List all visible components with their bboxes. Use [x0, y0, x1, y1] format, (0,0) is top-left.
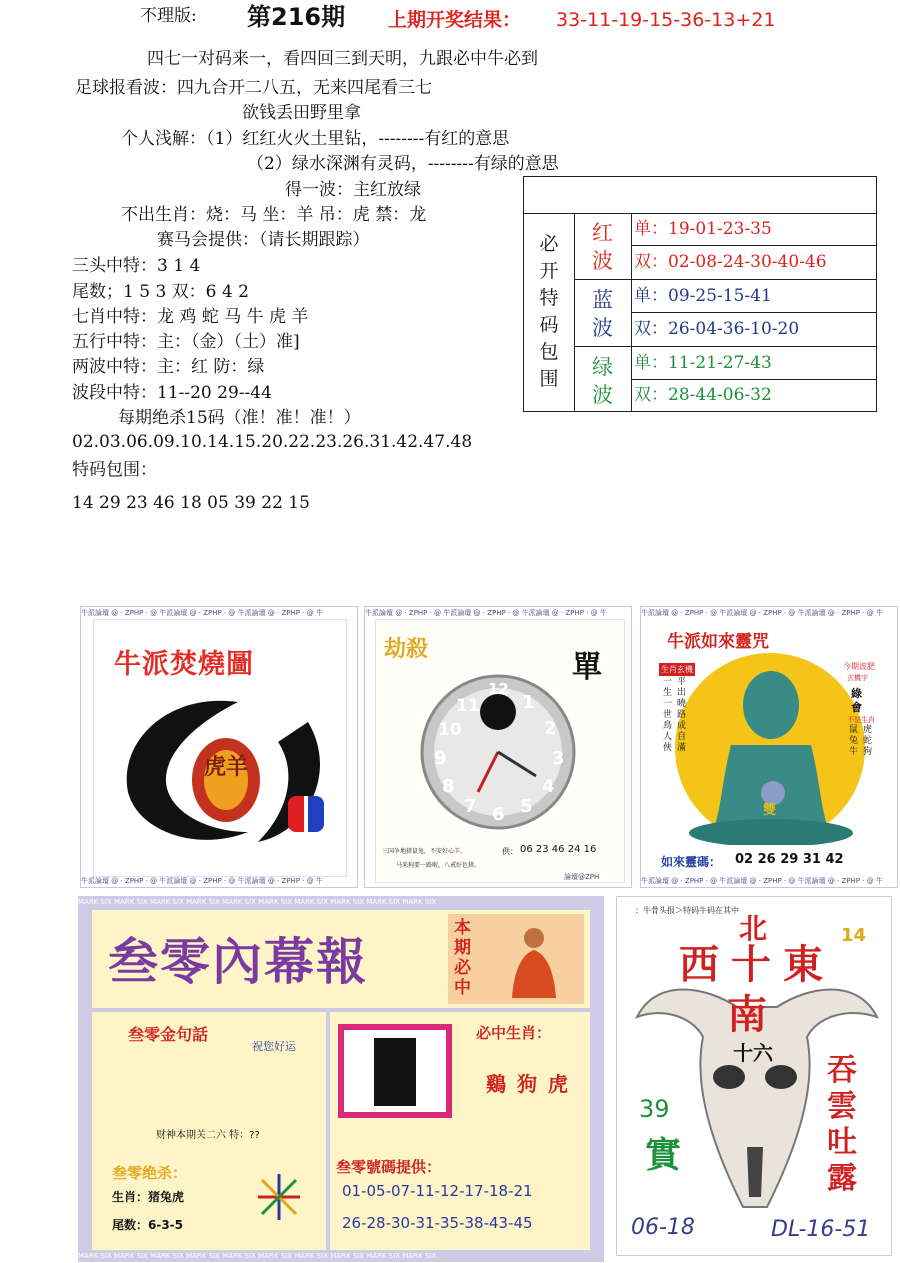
panel2-border-top: 牛派論壇 @ · ZPHP · @ 牛派論壇 @ · ZPHP · @ 牛派論壇 @ · ZPHP · @ 牛	[365, 609, 607, 617]
skull-south: 南	[727, 991, 767, 1038]
sage-figure	[492, 920, 576, 1000]
group-name-red	[574, 213, 632, 279]
kill-title: 每期绝杀15码（准！准！准！）	[118, 408, 361, 428]
clock-number-9: 9	[434, 748, 447, 769]
god-line: 财神本期关二六 特：??	[156, 1130, 260, 1141]
panel1-border-bottom: 牛派論壇 @ · ZPHP · @ 牛派論壇 @ · ZPHP · @ 牛派論壇 @ · ZPHP · @ 牛	[81, 877, 323, 885]
skull-num-14: 14	[841, 925, 867, 946]
panel4-title: 叁零內幕報	[108, 933, 368, 991]
red-single-row: 单：19-01-23-35	[632, 213, 876, 246]
table-title: 必开特码包围	[539, 233, 559, 390]
header-label: 不理版:	[140, 6, 197, 26]
panel4-border-top: MARK SIX MARK SIX MARK SIX MARK SIX MARK SIX MARK SIX MARK SIX MARK SIX MARK SIX MARK SIX	[78, 898, 437, 906]
secret-title: 叁零绝杀：	[112, 1164, 188, 1182]
red-double-row: 双：02-08-24-30-40-46	[634, 252, 827, 272]
table-group-blue	[574, 280, 876, 347]
panel2-caption-2: 马来狗要一路啦，八戒好色猪。	[396, 862, 481, 869]
panel2-title: 劫殺	[384, 636, 429, 662]
right-box-zodiac-1: 鼠兔牛	[849, 725, 859, 757]
skull-real: 實	[645, 1134, 682, 1176]
red-blue-disc	[288, 796, 324, 832]
two-wave-line: 两波中特：主：红 防：绿	[72, 357, 265, 377]
panel3-title: 牛派如來靈咒	[667, 632, 769, 652]
poem-title: 叁零金句話	[128, 1025, 209, 1044]
right-box-sub: 玄機字	[847, 674, 868, 682]
panel3-numbers: 02 26 29 31 42	[735, 852, 844, 867]
zodiac-line: 生肖：猪兔虎	[112, 1190, 185, 1204]
kill-numbers: 02.03.06.09.10.14.15.20.22.23.26.31.42.47.48	[72, 432, 473, 452]
panel3-border-top: 牛派論壇 @ · ZPHP · @ 牛派論壇 @ · ZPHP · @ 牛派論壇 @ · ZPHP · @ 牛	[641, 609, 883, 617]
panel-clock	[364, 606, 632, 888]
panel-insider-report	[78, 896, 604, 1262]
tail-numbers-line: 尾数：6-3-5	[112, 1218, 184, 1232]
star-symbol	[256, 1172, 302, 1222]
group-name-blue	[574, 280, 632, 346]
must-zodiac-label: 必中生肖：	[476, 1024, 552, 1042]
panel-buddha	[640, 606, 898, 888]
panel1-border-top: 牛派論壇 @ · ZPHP · @ 牛派論壇 @ · ZPHP · @ 牛派論壇 @ · ZPHP · @ 牛	[81, 609, 323, 617]
right-box-title: 今期波肥	[843, 662, 875, 671]
skull-east: 東	[783, 941, 823, 988]
table-header-blank	[524, 177, 876, 214]
clock-number-7: 7	[464, 796, 477, 817]
panel4-right-section	[330, 1012, 590, 1250]
right-box-char: 綠	[851, 687, 862, 700]
panel2-inner	[375, 619, 625, 883]
numbers-row-2: 26-28-30-31-35-38-43-45	[342, 1214, 533, 1232]
table-group-red	[574, 213, 876, 280]
right-box-char-2: 會	[851, 701, 862, 714]
panel3-border-bottom: 牛派論壇 @ · ZPHP · @ 牛派論壇 @ · ZPHP · @ 牛派論壇 @ · ZPHP · @ 牛	[641, 877, 883, 885]
left-box-line-1: 一生一世鳥人俠	[663, 677, 673, 753]
panel4-left-section	[92, 1012, 326, 1250]
skull-bottom-right: DL-16-51	[771, 1217, 871, 1242]
belly-char: 雙	[763, 803, 777, 818]
panel2-numbers-label: 供：	[502, 847, 518, 856]
must-zodiac: 鷄 狗 虎	[486, 1072, 570, 1096]
clock-number-2: 2	[544, 718, 557, 739]
skull-caption: ：牛骨头报＞特码牛码在其中	[635, 906, 739, 915]
last-result-value: 33-11-19-15-36-13+21	[556, 9, 776, 31]
special-label: 特码包围：	[72, 460, 157, 480]
poem-line-3: 欲钱丢田野里拿	[242, 103, 361, 123]
panel-ox-skull	[616, 896, 892, 1256]
panel2-single: 單	[572, 650, 602, 685]
special-code-table	[523, 176, 877, 412]
clock-number-5: 5	[520, 796, 533, 817]
left-box-title: 生肖玄機	[661, 665, 693, 674]
left-box-line-2: 平出曉路成自滿	[677, 677, 687, 753]
must-label: 本期必中	[454, 918, 471, 998]
last-result-label: 上期开奖结果：	[388, 9, 522, 31]
numbers-title: 叁零號碼提供：	[336, 1158, 442, 1176]
skull-num-39: 39	[639, 1095, 670, 1123]
clock-number-3: 3	[552, 748, 565, 769]
green-double-row: 双：28-44-06-32	[634, 385, 772, 405]
skull-sixteen: 十六	[733, 1041, 773, 1065]
panel3-numbers-label: 如來靈碼：	[661, 855, 722, 869]
numbers-row-1: 01-05-07-11-12-17-18-21	[342, 1182, 533, 1200]
tail-line: 尾数；1 5 3 双：6 4 2	[72, 282, 249, 302]
panel2-numbers: 06 23 46 24 16	[520, 844, 597, 855]
clock-number-1: 1	[522, 692, 535, 713]
table-group-green	[574, 347, 876, 411]
photo-frame	[338, 1024, 452, 1118]
blue-single-row: 单：09-25-15-41	[632, 280, 876, 313]
poem-line-8: 赛马会提供：（请长期跟踪）	[157, 230, 370, 250]
panel-burn-chart	[80, 606, 358, 888]
must-label-box	[448, 914, 584, 1004]
group-green-label: 绿波	[592, 355, 613, 407]
panel1-title: 牛派焚燒圖	[114, 649, 254, 680]
poem-line-2: 足球报看波：四九合开二八五，无来四尾看三七	[75, 78, 432, 98]
poem-line-5: （2）绿水深渊有灵码，--------有绿的意思	[247, 154, 559, 174]
group-red-label: 红波	[592, 221, 613, 273]
three-head-line: 三头中特：3 1 4	[72, 256, 201, 276]
special-numbers: 14 29 23 46 18 05 39 22 15	[72, 493, 310, 513]
issue-number: 第216期	[247, 3, 346, 31]
panel1-inner	[93, 619, 347, 877]
poem-line-6: 得一波：主红放绿	[285, 180, 421, 200]
clock-number-10: 10	[438, 720, 462, 740]
panel4-top-section	[92, 910, 590, 1008]
panel3-inner	[651, 619, 887, 875]
skull-phrase: 吞雲吐露	[827, 1053, 857, 1196]
clock-number-4: 4	[542, 776, 555, 797]
wave-segment-line: 波段中特：11--20 29--44	[72, 383, 272, 403]
group-name-green	[574, 347, 632, 411]
poem-line-7: 不出生肖：烧：马 坐：羊 吊：虎 禁：龙	[121, 205, 427, 225]
poem-line-4: 个人浅解：（1）红红火火土里钻，--------有红的意思	[121, 129, 510, 149]
panel4-border-bottom: MARK SIX MARK SIX MARK SIX MARK SIX MARK SIX MARK SIX MARK SIX MARK SIX MARK SIX MARK SIX	[78, 1252, 437, 1260]
clock-number-12: 12	[488, 680, 509, 698]
panel1-fire-text: 虎羊	[204, 754, 249, 780]
clock-number-11: 11	[456, 696, 480, 716]
skull-bottom-left: 06-18	[631, 1215, 695, 1240]
clock-number-6: 6	[492, 804, 505, 825]
poem-line-1: 四七一对码来一，看四回三到天明，九跟必中牛必到	[147, 49, 538, 69]
skull-north: 北	[739, 912, 768, 945]
wish-text: 祝您好运	[252, 1040, 296, 1053]
right-box-zodiac-2: 虎蛇狗	[863, 725, 873, 757]
five-elements-line: 五行中特：主：（金）（土）准]	[72, 332, 300, 352]
child-photo	[374, 1038, 416, 1106]
skull-west: 西	[679, 941, 719, 988]
blue-double-row: 双：26-04-36-10-20	[634, 319, 800, 339]
group-blue-label: 蓝波	[592, 288, 613, 340]
panel2-caption-1: 三国争地猪鼠兔，不安好心羊。	[382, 848, 467, 855]
table-title-column	[524, 213, 575, 411]
right-box-line: 不是生肖	[847, 716, 875, 724]
skull-ten: 十	[731, 941, 771, 988]
green-single-row: 单：11-21-27-43	[632, 347, 876, 380]
buddha-figure	[681, 665, 861, 845]
seven-zodiac-line: 七肖中特：龙 鸡 蛇 马 牛 虎 羊	[72, 307, 309, 327]
panel2-tag: 論壇@ZPH	[564, 873, 600, 881]
clock-number-8: 8	[442, 776, 455, 797]
